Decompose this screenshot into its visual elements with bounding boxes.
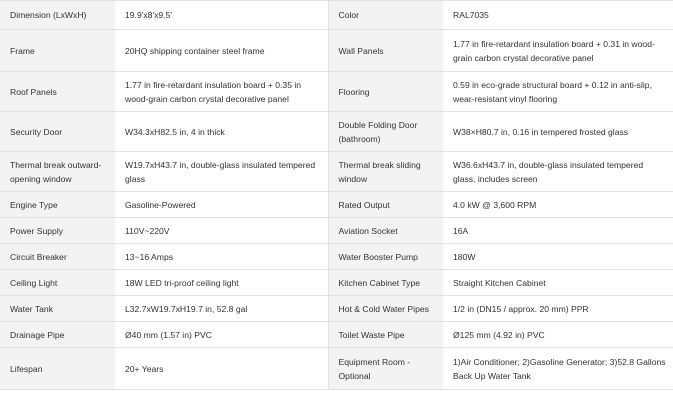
spec-label: Aviation Socket [328,218,443,244]
spec-value: 18W LED tri-proof ceiling light [115,270,328,296]
spec-label: Security Door [0,112,115,152]
spec-label: Engine Type [0,192,115,218]
spec-label: Double Folding Door (bathroom) [328,112,443,152]
spec-value: 1)Air Conditioner; 2)Gasoline Generator; 3)52.8 Gallons Back Up Water Tank [443,348,673,390]
spec-label: Water Tank [0,296,115,322]
spec-label: Power Supply [0,218,115,244]
spec-value: Ø40 mm (1.57 in) PVC [115,322,328,348]
table-row [0,348,673,390]
table-row [0,112,673,152]
spec-label: Thermal break outward-opening window [0,152,115,192]
spec-value: Ø125 mm (4.92 in) PVC [443,322,673,348]
spec-label: Ceiling Light [0,270,115,296]
spec-label: Flooring [328,72,443,112]
spec-label: Toilet Waste Pipe [328,322,443,348]
spec-value: W19.7xH43.7 in, double-glass insulated tempered glass [115,152,328,192]
spec-value: 13~16 Amps [115,244,328,270]
spec-label: Rated Output [328,192,443,218]
spec-label: Dimension (LxWxH) [0,1,115,30]
spec-label: Kitchen Cabinet Type [328,270,443,296]
spec-value: 4.0 kW @ 3,600 RPM [443,192,673,218]
table-row [0,244,673,270]
table-row [0,72,673,112]
spec-label: Frame [0,30,115,72]
spec-value: W36.6xH43.7 in, double-glass insulated tempered glass, includes screen [443,152,673,192]
table-row [0,192,673,218]
spec-value: 0.59 in eco-grade structural board + 0.12 in anti-slip, wear-resistant vinyl flooring [443,72,673,112]
spec-label: Equipment Room - Optional [328,348,443,390]
spec-label: Hot & Cold Water Pipes [328,296,443,322]
spec-value: 1/2 in (DN15 / approx. 20 mm) PPR [443,296,673,322]
spec-value: 180W [443,244,673,270]
spec-value: Straight Kitchen Cabinet [443,270,673,296]
spec-value: 1.77 in fire-retardant insulation board + 0.35 in wood-grain carbon crystal decorative panel [115,72,328,112]
table-row [0,30,673,72]
table-row [0,218,673,244]
spec-label: Wall Panels [328,30,443,72]
spec-value: 19.9'x8'x9.5' [115,1,328,30]
spec-value: 20+ Years [115,348,328,390]
spec-value: L32.7xW19.7xH19.7 in, 52.8 gal [115,296,328,322]
spec-value: RAL7035 [443,1,673,30]
spec-label: Thermal break sliding window [328,152,443,192]
spec-value: 20HQ shipping container steel frame [115,30,328,72]
spec-label: Circuit Breaker [0,244,115,270]
table-row [0,322,673,348]
spec-label: Roof Panels [0,72,115,112]
table-row [0,1,673,30]
table-row [0,270,673,296]
spec-value: 1.77 in fire-retardant insulation board + 0.31 in wood-grain carbon crystal decorative panel [443,30,673,72]
table-row [0,296,673,322]
spec-label: Color [328,1,443,30]
spec-value: 16A [443,218,673,244]
spec-label: Water Booster Pump [328,244,443,270]
spec-value: W34.3xH82.5 in, 4 in thick [115,112,328,152]
spec-value: W38×H80.7 in, 0.16 in tempered frosted glass [443,112,673,152]
spec-value: 110V~220V [115,218,328,244]
spec-value: Gasoline-Powered [115,192,328,218]
spec-label: Lifespan [0,348,115,390]
table-row [0,152,673,192]
spec-label: Drainage Pipe [0,322,115,348]
